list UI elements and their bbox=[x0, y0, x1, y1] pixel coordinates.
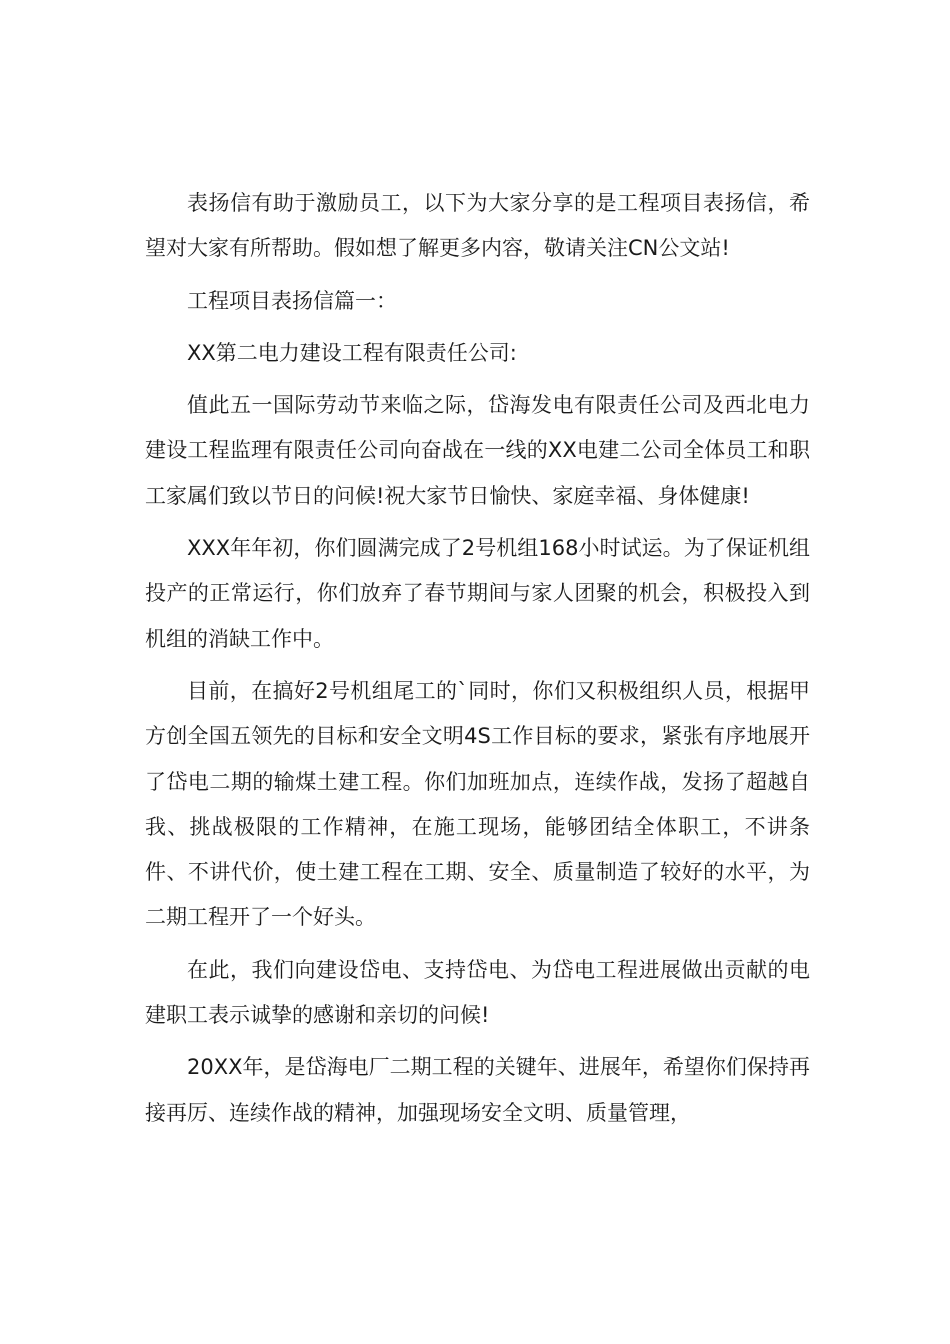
salutation: XX第二电力建设工程有限责任公司: bbox=[187, 340, 517, 365]
body-paragraph: 目前，在搞好2号机组尾工的`同时，你们又积极组织人员，根据甲方创全国五领先的目标和安全文明4S工作目标的要求，紧张有序地展开了岱电二期的输煤土建工程。你们加班加点，连续作战，发扬了超越自我、挑战极限的工作精神，在施工现场，能够团结全体职工，不讲条件、不讲代价，使土建工程在工期、安全、质量制造了较好的水平，为二期工程开了一个好头。 bbox=[145, 678, 810, 930]
body-paragraph: 值此五一国际劳动节来临之际，岱海发电有限责任公司及西北电力建设工程监理有限责任公司向奋战在一线的XX电建二公司全体员工和职工家属们致以节日的问候!祝大家节日愉快、家庭幸福、身体健康! bbox=[145, 393, 810, 508]
body-paragraph: XXX年年初，你们圆满完成了2号机组168小时试运。为了保证机组投产的正常运行，你们放弃了春节期间与家人团聚的机会，积极投入到机组的消缺工作中。 bbox=[145, 536, 810, 651]
body-paragraph: 20XX年，是岱海电厂二期工程的关键年、进展年，希望你们保持再接再厉、连续作战的精神，加强现场安全文明、质量管理， bbox=[145, 1055, 810, 1125]
body-paragraph: 在此，我们向建设岱电、支持岱电、为岱电工程进展做出贡献的电建职工表示诚挚的感谢和亲切的问候! bbox=[145, 957, 810, 1028]
document-body bbox=[145, 181, 810, 1143]
intro-paragraph: 表扬信有助于激励员工，以下为大家分享的是工程项目表扬信，希望对大家有所帮助。假如想了解更多内容，敬请关注CN公文站! bbox=[145, 191, 810, 261]
section-heading: 工程项目表扬信篇一： bbox=[187, 288, 397, 313]
